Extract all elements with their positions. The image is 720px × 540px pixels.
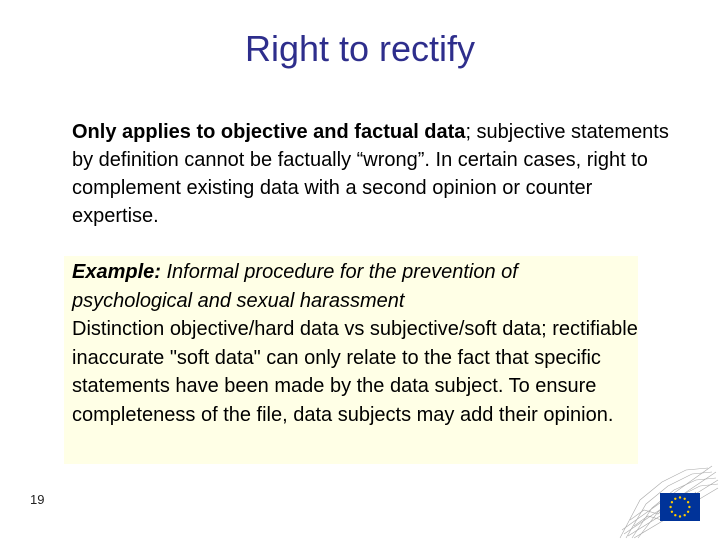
example-title: Informal procedure for the prevention of psychological and sexual harassment (72, 261, 518, 312)
example-heading (72, 261, 518, 312)
intro-paragraph (72, 118, 672, 230)
slide-title: Right to rectify (244, 28, 476, 69)
example-body: Distinction objective/hard data vs subjective/soft data; rectifiable inaccurate "soft data" can only relate to the fact that specific statements have been made by the data subject. To ensure completeness of the file, data subjects may add their opinion. (72, 318, 638, 426)
eu-flag-icon (600, 440, 720, 540)
example-paragraph (72, 258, 638, 430)
page-number: 19 (30, 492, 45, 507)
example-label: Example: (72, 261, 161, 283)
intro-bold-text: Only applies to objective and factual data (72, 121, 466, 143)
intro-text: ; subjective statements by definition cannot be factually “wrong”. In certain cases, right to complement existing data with a second opinion or counter expertise. (72, 121, 669, 227)
